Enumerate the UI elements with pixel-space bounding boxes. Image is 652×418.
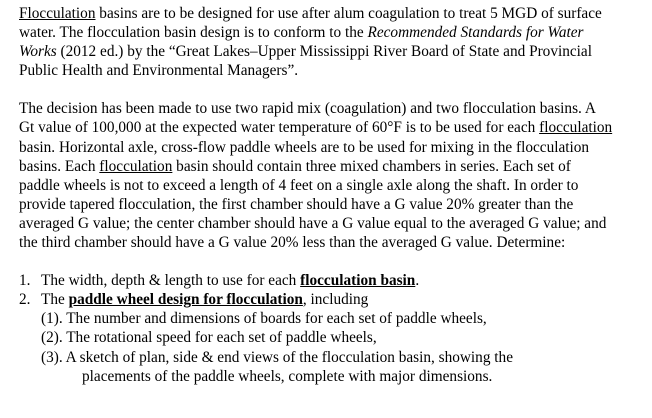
- text-line: Flocculation basins are to be designed for use after alum coagulation to treat 5 MGD of surface: [19, 5, 602, 22]
- sub-list-item: (2). The rotational speed for each set of paddle wheels,: [41, 329, 377, 347]
- list-item: 1. The width, depth & length to use for each flocculation basin.: [19, 272, 420, 290]
- text-line: basin. Horizontal axle, cross-flow paddle wheels are to be used for mixing in the flocculation: [19, 138, 590, 156]
- text-line: Public Health and Environmental Managers”.: [19, 62, 299, 80]
- text-line: provide tapered flocculation, the first chamber should have a G value 20% greater than the: [19, 195, 574, 213]
- text-line: Works (2012 ed.) by the “Great Lakes–Upper Mississippi River Board of State and Provincial: [19, 43, 592, 61]
- text-line: The decision has been made to use two rapid mix (coagulation) and two flocculation basins. A: [19, 100, 596, 118]
- paragraph-design-criteria: [19, 99, 647, 252]
- paragraph-design-standards: [19, 4, 647, 80]
- standards-title: Recommended Standards for Water: [367, 24, 584, 42]
- problem-statement: [19, 4, 647, 386]
- underlined-term: Flocculation: [19, 5, 96, 22]
- numbered-task-list: [19, 271, 647, 386]
- sub-list-item: (1). The number and dimensions of boards for each set of paddle wheels,: [41, 310, 487, 328]
- underlined-term: flocculation: [539, 119, 613, 137]
- paragraph-gap: [19, 80, 647, 99]
- list-item: 2. The paddle wheel design for flocculation, including: [19, 291, 369, 309]
- standards-title: Works: [19, 43, 57, 61]
- text-line: the third chamber should have a G value 20% less than the averaged G value. Determine:: [19, 234, 566, 252]
- text-line: averaged G value; the center chamber should have a G value equal to the averaged G value; and: [19, 214, 607, 232]
- underlined-term: flocculation: [99, 157, 173, 175]
- text-line: basins. Each flocculation basin should contain three mixed chambers in series. Each set of: [19, 157, 571, 175]
- sub-list-item-continuation: placements of the paddle wheels, complete with major dimensions.: [82, 367, 493, 385]
- text-line: water. The flocculation basin design is to conform to the Recommended Standards for Water: [19, 24, 584, 42]
- sub-list-item: (3). A sketch of plan, side & end views of the flocculation basin, showing the: [41, 348, 513, 366]
- text-line: Gt value of 100,000 at the expected water temperature of 60°F is to be used for each flocculation: [19, 119, 613, 137]
- bold-underlined-term: flocculation basin: [300, 272, 416, 290]
- list-number: 1.: [19, 272, 31, 290]
- bold-underlined-term: paddle wheel design for flocculation: [68, 291, 303, 309]
- paragraph-gap: [19, 252, 647, 261]
- list-number: 2.: [19, 291, 31, 309]
- text-line: paddle wheels is not to exceed a length of 4 feet on a single axle along the shaft. In order to: [19, 176, 579, 194]
